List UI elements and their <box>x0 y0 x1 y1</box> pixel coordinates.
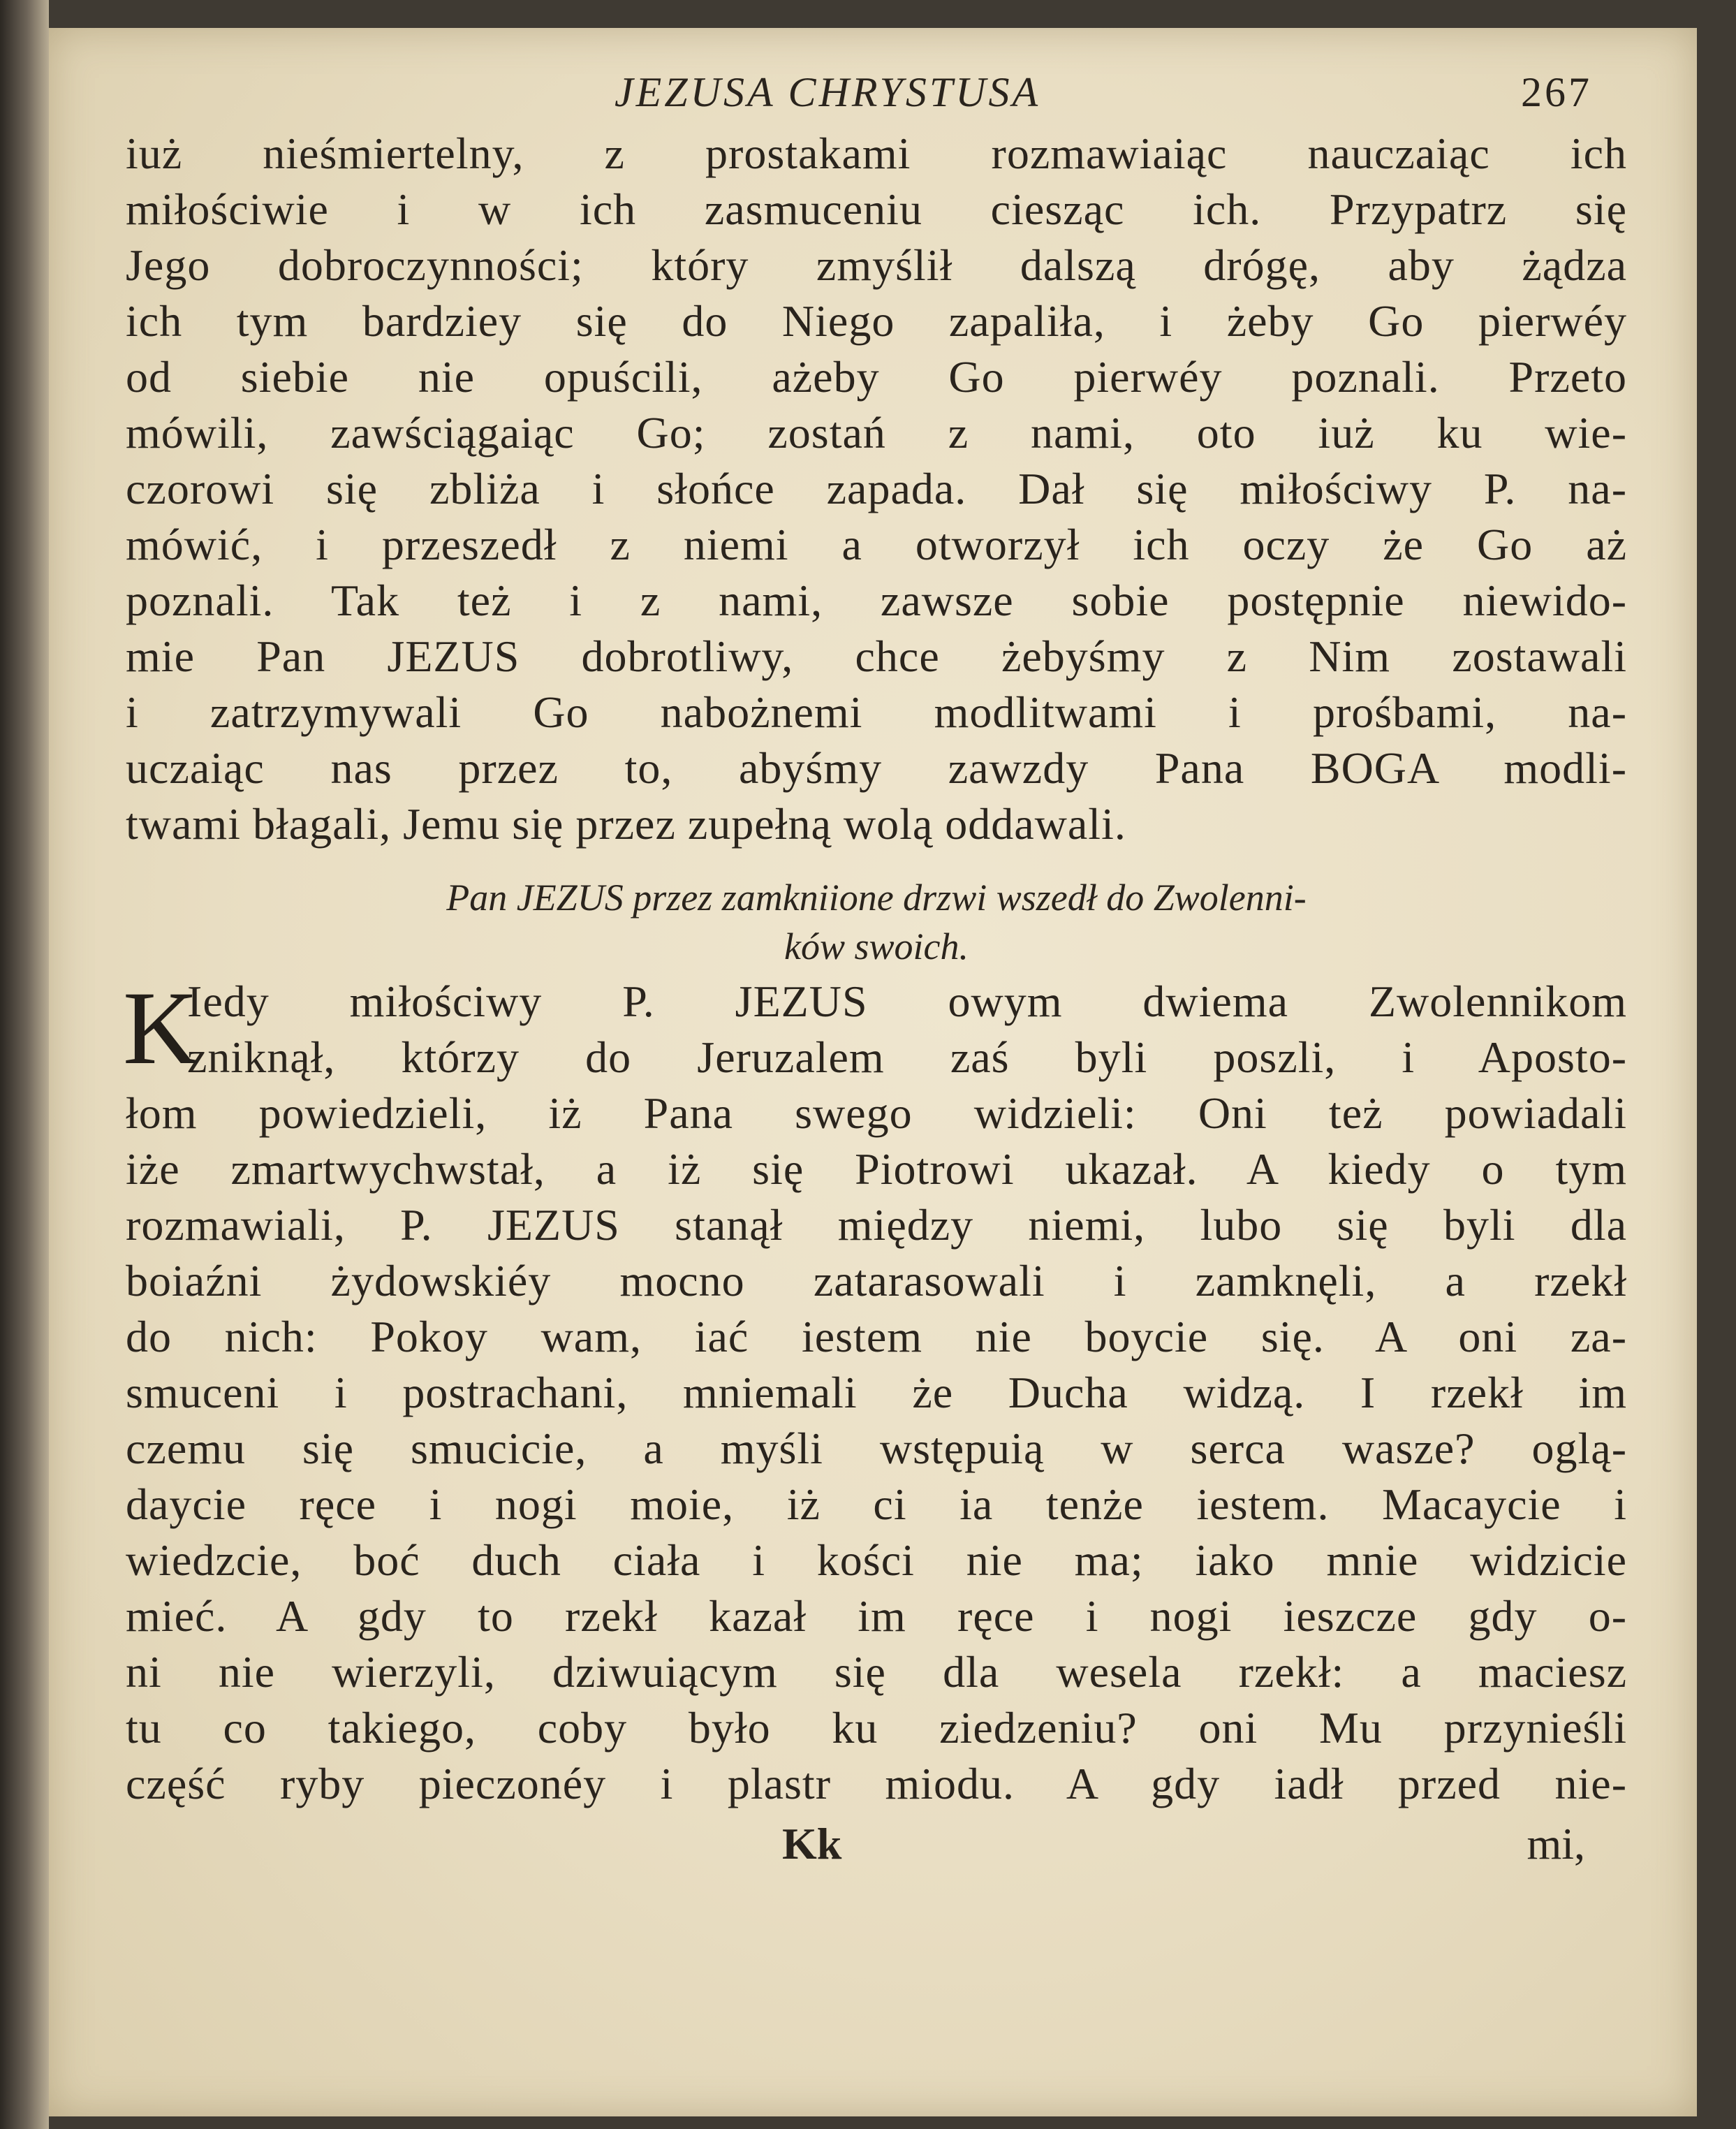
text-line: boiaźni żydowskiéy mocno zatarasowali i zamknęli, a rzekł <box>126 1256 1627 1305</box>
running-head <box>126 63 1627 126</box>
text-line: twami błagali, Jemu się przez zupełną wolą oddawali. <box>126 799 1126 849</box>
text-line: mówić, i przeszedł z niemi a otworzył ich oczy że Go aż <box>126 520 1627 569</box>
page-number: 267 <box>1521 69 1592 115</box>
book-page <box>49 28 1697 2116</box>
drop-cap-letter: K <box>123 970 199 1086</box>
text-line: wiedzcie, boć duch ciała i kości nie ma; iako mnie widzicie <box>126 1535 1627 1585</box>
text-line: część ryby pieczonéy i plastr miodu. A gdy iadł przed nie- <box>126 1759 1627 1808</box>
text-line: zniknął, którzy do Jeruzalem zaś byli poszli, i Aposto- <box>187 1032 1627 1082</box>
dropcap-wrapper <box>123 970 1627 1086</box>
signature-mark: Kk <box>782 1819 842 1868</box>
text-line: mówili, zawściągaiąc Go; zostań z nami, oto iuż ku wie- <box>126 408 1627 458</box>
section-heading: Pan JEZUS przez zamkniione drzwi wszedł do Zwolenni- <box>446 877 1307 919</box>
text-line: tu co takiego, coby było ku ziedzeniu? oni Mu przynieśli <box>126 1703 1627 1753</box>
page-footer <box>126 1816 1627 1872</box>
book-gutter <box>0 0 49 2129</box>
text-line: Jego dobroczynności; który zmyślił dalszą drógę, aby żądza <box>126 240 1627 290</box>
text-line: łom powiedzieli, iż Pana swego widzieli: Oni też powiadali <box>126 1088 1627 1138</box>
text-line: mieć. A gdy to rzekł kazał im ręce i nogi ieszcze gdy o- <box>126 1591 1627 1641</box>
text-line: smuceni i postrachani, mniemali że Ducha widzą. I rzekł im <box>126 1368 1627 1417</box>
text-line: czemu się smucicie, a myśli wstępuią w serca wasze? oglą- <box>126 1424 1627 1473</box>
text-line: do nich: Pokoy wam, iać iestem nie boycie się. A oni za- <box>126 1312 1627 1361</box>
paragraph-2 <box>123 970 1627 1812</box>
catchword: mi, <box>1527 1819 1585 1868</box>
text-line: ich tym bardziey się do Niego zapaliła, i żeby Go pierwéy <box>126 296 1627 346</box>
text-line: Iedy miłościwy P. JEZUS owym dwiema Zwolennikom <box>187 976 1627 1026</box>
section-heading-continuation: ków swoich. <box>784 926 969 967</box>
text-line: od siebie nie opuścili, ażeby Go pierwéy poznali. Przeto <box>126 352 1627 402</box>
paragraph-1 <box>126 126 1627 852</box>
text-line: czorowi się zbliża i słońce zapada. Dał się miłościwy P. na- <box>126 464 1627 513</box>
text-line: miłościwie i w ich zasmuceniu ciesząc ich. Przypatrz się <box>126 184 1627 234</box>
text-line: uczaiąc nas przez to, abyśmy zawzdy Pana BOGA modli- <box>126 743 1627 793</box>
text-line: rozmawiali, P. JEZUS stanął między niemi, lubo się byli dla <box>126 1200 1627 1250</box>
text-block <box>123 63 1627 1872</box>
text-line: iże zmartwychwstał, a iż się Piotrowi ukazał. A kiedy o tym <box>126 1144 1627 1194</box>
running-head-title: JEZUSA CHRYSTUSA <box>615 69 1041 115</box>
text-line: ni nie wierzyli, dziwuiącym się dla wesela rzekł: a maciesz <box>126 1647 1627 1697</box>
text-line: iuż nieśmiertelny, z prostakami rozmawiaiąc nauczaiąc ich <box>126 129 1627 178</box>
text-line: poznali. Tak też i z nami, zawsze sobie postępnie niewido- <box>126 576 1627 625</box>
text-line: mie Pan JEZUS dobrotliwy, chce żebyśmy z Nim zostawali <box>126 631 1627 681</box>
text-line: i zatrzymywali Go nabożnemi modlitwami i prośbami, na- <box>126 687 1627 737</box>
text-line: daycie ręce i nogi moie, iż ci ia tenże iestem. Macaycie i <box>126 1479 1627 1529</box>
